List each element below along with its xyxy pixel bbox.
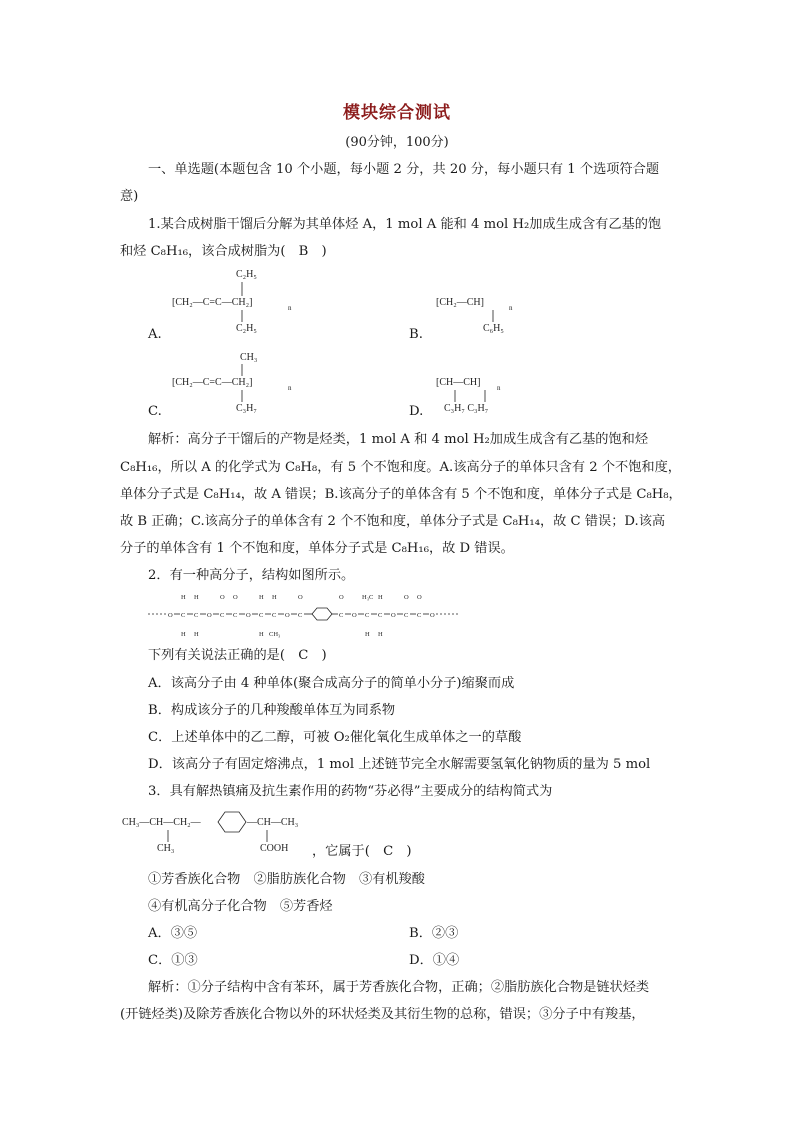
svg-text:C: C xyxy=(404,612,409,619)
q3-stem: 3．具有解热镇痛及抗生素作用的药物“芬必得”主要成分的结构简式为 xyxy=(148,784,553,799)
svg-text:H: H xyxy=(365,631,370,638)
svg-text:C: C xyxy=(181,612,186,619)
svg-text:C: C xyxy=(194,612,199,619)
svg-text:H₃C: H₃C xyxy=(362,594,374,601)
svg-text:O: O xyxy=(339,594,344,601)
q1-d-main-chain: [CH—CH] xyxy=(436,377,481,388)
svg-text:O: O xyxy=(404,594,409,601)
q2-question: 下列有关说法正确的是( C ) xyxy=(148,648,327,663)
svg-text:H: H xyxy=(181,631,186,638)
q1-a-top-substituent: C₂H₅ xyxy=(236,269,257,280)
q1-c-subscript-n: n xyxy=(288,384,292,392)
section-heading-cont: 意) xyxy=(120,189,139,204)
svg-text:C: C xyxy=(259,612,264,619)
svg-text:C: C xyxy=(298,612,303,619)
svg-text:O: O xyxy=(417,594,422,601)
svg-text:H: H xyxy=(194,631,199,638)
q3-structure-right: —CH—CH₃ xyxy=(247,817,299,828)
svg-text:C: C xyxy=(365,612,370,619)
q1-d-subscript-n: n xyxy=(497,384,501,392)
q1-analysis-line: 解析：高分子干馏后的产物是烃类，1 mol A 和 4 mol H₂加成生成含有乙基的饱和烃 xyxy=(148,432,649,447)
svg-text:H: H xyxy=(272,594,277,601)
svg-text:C: C xyxy=(220,612,225,619)
q1-option-b-label: B. xyxy=(409,327,423,342)
q3-tail: ，它属于( C ) xyxy=(312,844,412,859)
svg-text:O: O xyxy=(233,594,238,601)
svg-text:H: H xyxy=(194,594,199,601)
q3-structure-carboxyl: COOH xyxy=(260,843,289,854)
q1-a-subscript-n: n xyxy=(288,304,292,312)
q3-choices-line: ①芳香族化合物 ②脂肪族化合物 ③有机羧酸 xyxy=(148,872,425,887)
q1-option-d-label: D. xyxy=(409,404,424,419)
q3-option-a: A．③⑤ xyxy=(148,926,198,941)
svg-text:CH₃: CH₃ xyxy=(269,631,281,638)
svg-text:H: H xyxy=(259,594,264,601)
q1-stem-cont: 和烃 C₈H₁₆，该合成树脂为( B ) xyxy=(120,244,327,259)
q1-stem: 1.某合成树脂干馏后分解为其单体烃 A，1 mol A 能和 4 mol H₂加成生成含有乙基的饱 xyxy=(148,217,662,232)
svg-text:H: H xyxy=(181,594,186,601)
q1-a-bottom-substituent: C₂H₅ xyxy=(236,323,257,334)
q2-option-a: A．该高分子由 4 种单体(聚合成高分子的简单小分子)缩聚而成 xyxy=(148,676,515,691)
q1-d-bottom-substituents: C₃H₇ C₃H₇ xyxy=(444,403,489,414)
q3-structure-methyl: CH₃ xyxy=(157,843,175,854)
q1-analysis-line: 故 B 正确；C.该高分子的单体含有 2 个不饱和度，单体分子式是 C₈H₁₄，故 C 错误；D.该高 xyxy=(120,514,666,529)
svg-text:O: O xyxy=(168,612,173,619)
q3-option-c: C．①③ xyxy=(148,953,198,968)
section-heading: 一、单选题(本题包含 10 个小题，每小题 2 分，共 20 分，每小题只有 1 个选项符合题 xyxy=(148,162,660,177)
q1-c-main-chain: [CH₂—C=C—CH₂] xyxy=(172,377,253,388)
q3-analysis-line: 解析：①分子结构中含有苯环，属于芳香族化合物，正确；②脂肪族化合物是链状烃类 xyxy=(148,980,650,995)
q1-analysis-line: 分子的单体含有 1 个不饱和度，单体分子式是 C₈H₁₆，故 D 错误。 xyxy=(120,541,514,556)
q1-option-c-label: C. xyxy=(148,404,162,419)
svg-text:C: C xyxy=(272,612,277,619)
q3-choices-line: ④有机高分子化合物 ⑤芳香烃 xyxy=(148,899,333,914)
svg-text:H: H xyxy=(259,631,264,638)
svg-text:O: O xyxy=(220,594,225,601)
page-title: 模块综合测试 xyxy=(343,103,451,123)
q1-b-bottom-substituent: C₆H₅ xyxy=(483,323,504,334)
q1-c-top-substituent: CH₃ xyxy=(240,352,258,363)
q3-analysis-line: (开链烃类)及除芳香族化合物以外的环状烃类及其衍生物的总称，错误；③分子中有羧基， xyxy=(120,1007,645,1022)
q2-stem: 2．有一种高分子，结构如图所示。 xyxy=(148,568,355,583)
svg-text:H: H xyxy=(378,594,383,601)
q2-option-d: D．该高分子有固定熔沸点，1 mol 上述链节完全水解需要氢氧化钠物质的量为 5 mol xyxy=(148,757,651,772)
q2-option-b: B．构成该分子的几种羧酸单体互为同系物 xyxy=(148,703,396,718)
q1-b-subscript-n: n xyxy=(509,304,513,312)
svg-text:O: O xyxy=(246,612,251,619)
q3-structure-left: CH₃—CH—CH₂— xyxy=(122,817,201,828)
q1-option-a-label: A. xyxy=(148,327,162,342)
svg-text:H: H xyxy=(378,631,383,638)
svg-text:C: C xyxy=(339,612,344,619)
q1-b-main-chain: [CH₂—CH] xyxy=(436,297,484,308)
svg-text:O: O xyxy=(298,594,303,601)
svg-text:O: O xyxy=(285,612,290,619)
svg-text:C: C xyxy=(417,612,422,619)
q1-analysis-line: C₈H₁₆，所以 A 的化学式为 C₈H₈，有 5 个不饱和度。A.该高分子的单体只含有 2 个不饱和度， xyxy=(120,460,681,475)
svg-text:O: O xyxy=(207,612,212,619)
svg-text:C: C xyxy=(378,612,383,619)
q3-option-b: B．②③ xyxy=(409,926,459,941)
svg-text:O: O xyxy=(391,612,396,619)
time-score-subtitle: (90分钟，100分) xyxy=(345,135,449,150)
q1-a-main-chain: [CH₂—C=C—CH₂] xyxy=(172,297,253,308)
q1-c-bottom-substituent: C₃H₇ xyxy=(236,403,257,414)
svg-text:C: C xyxy=(233,612,238,619)
q2-option-c: C．上述单体中的乙二醇，可被 O₂催化氧化生成单体之一的草酸 xyxy=(148,730,522,745)
q3-option-d: D．①④ xyxy=(409,953,460,968)
svg-text:O: O xyxy=(430,612,435,619)
svg-text:O: O xyxy=(352,612,357,619)
q1-analysis-line: 单体分子式是 C₈H₁₄，故 A 错误；B.该高分子的单体含有 5 个不饱和度，单体分子式是 C₈H₈， xyxy=(120,487,682,502)
